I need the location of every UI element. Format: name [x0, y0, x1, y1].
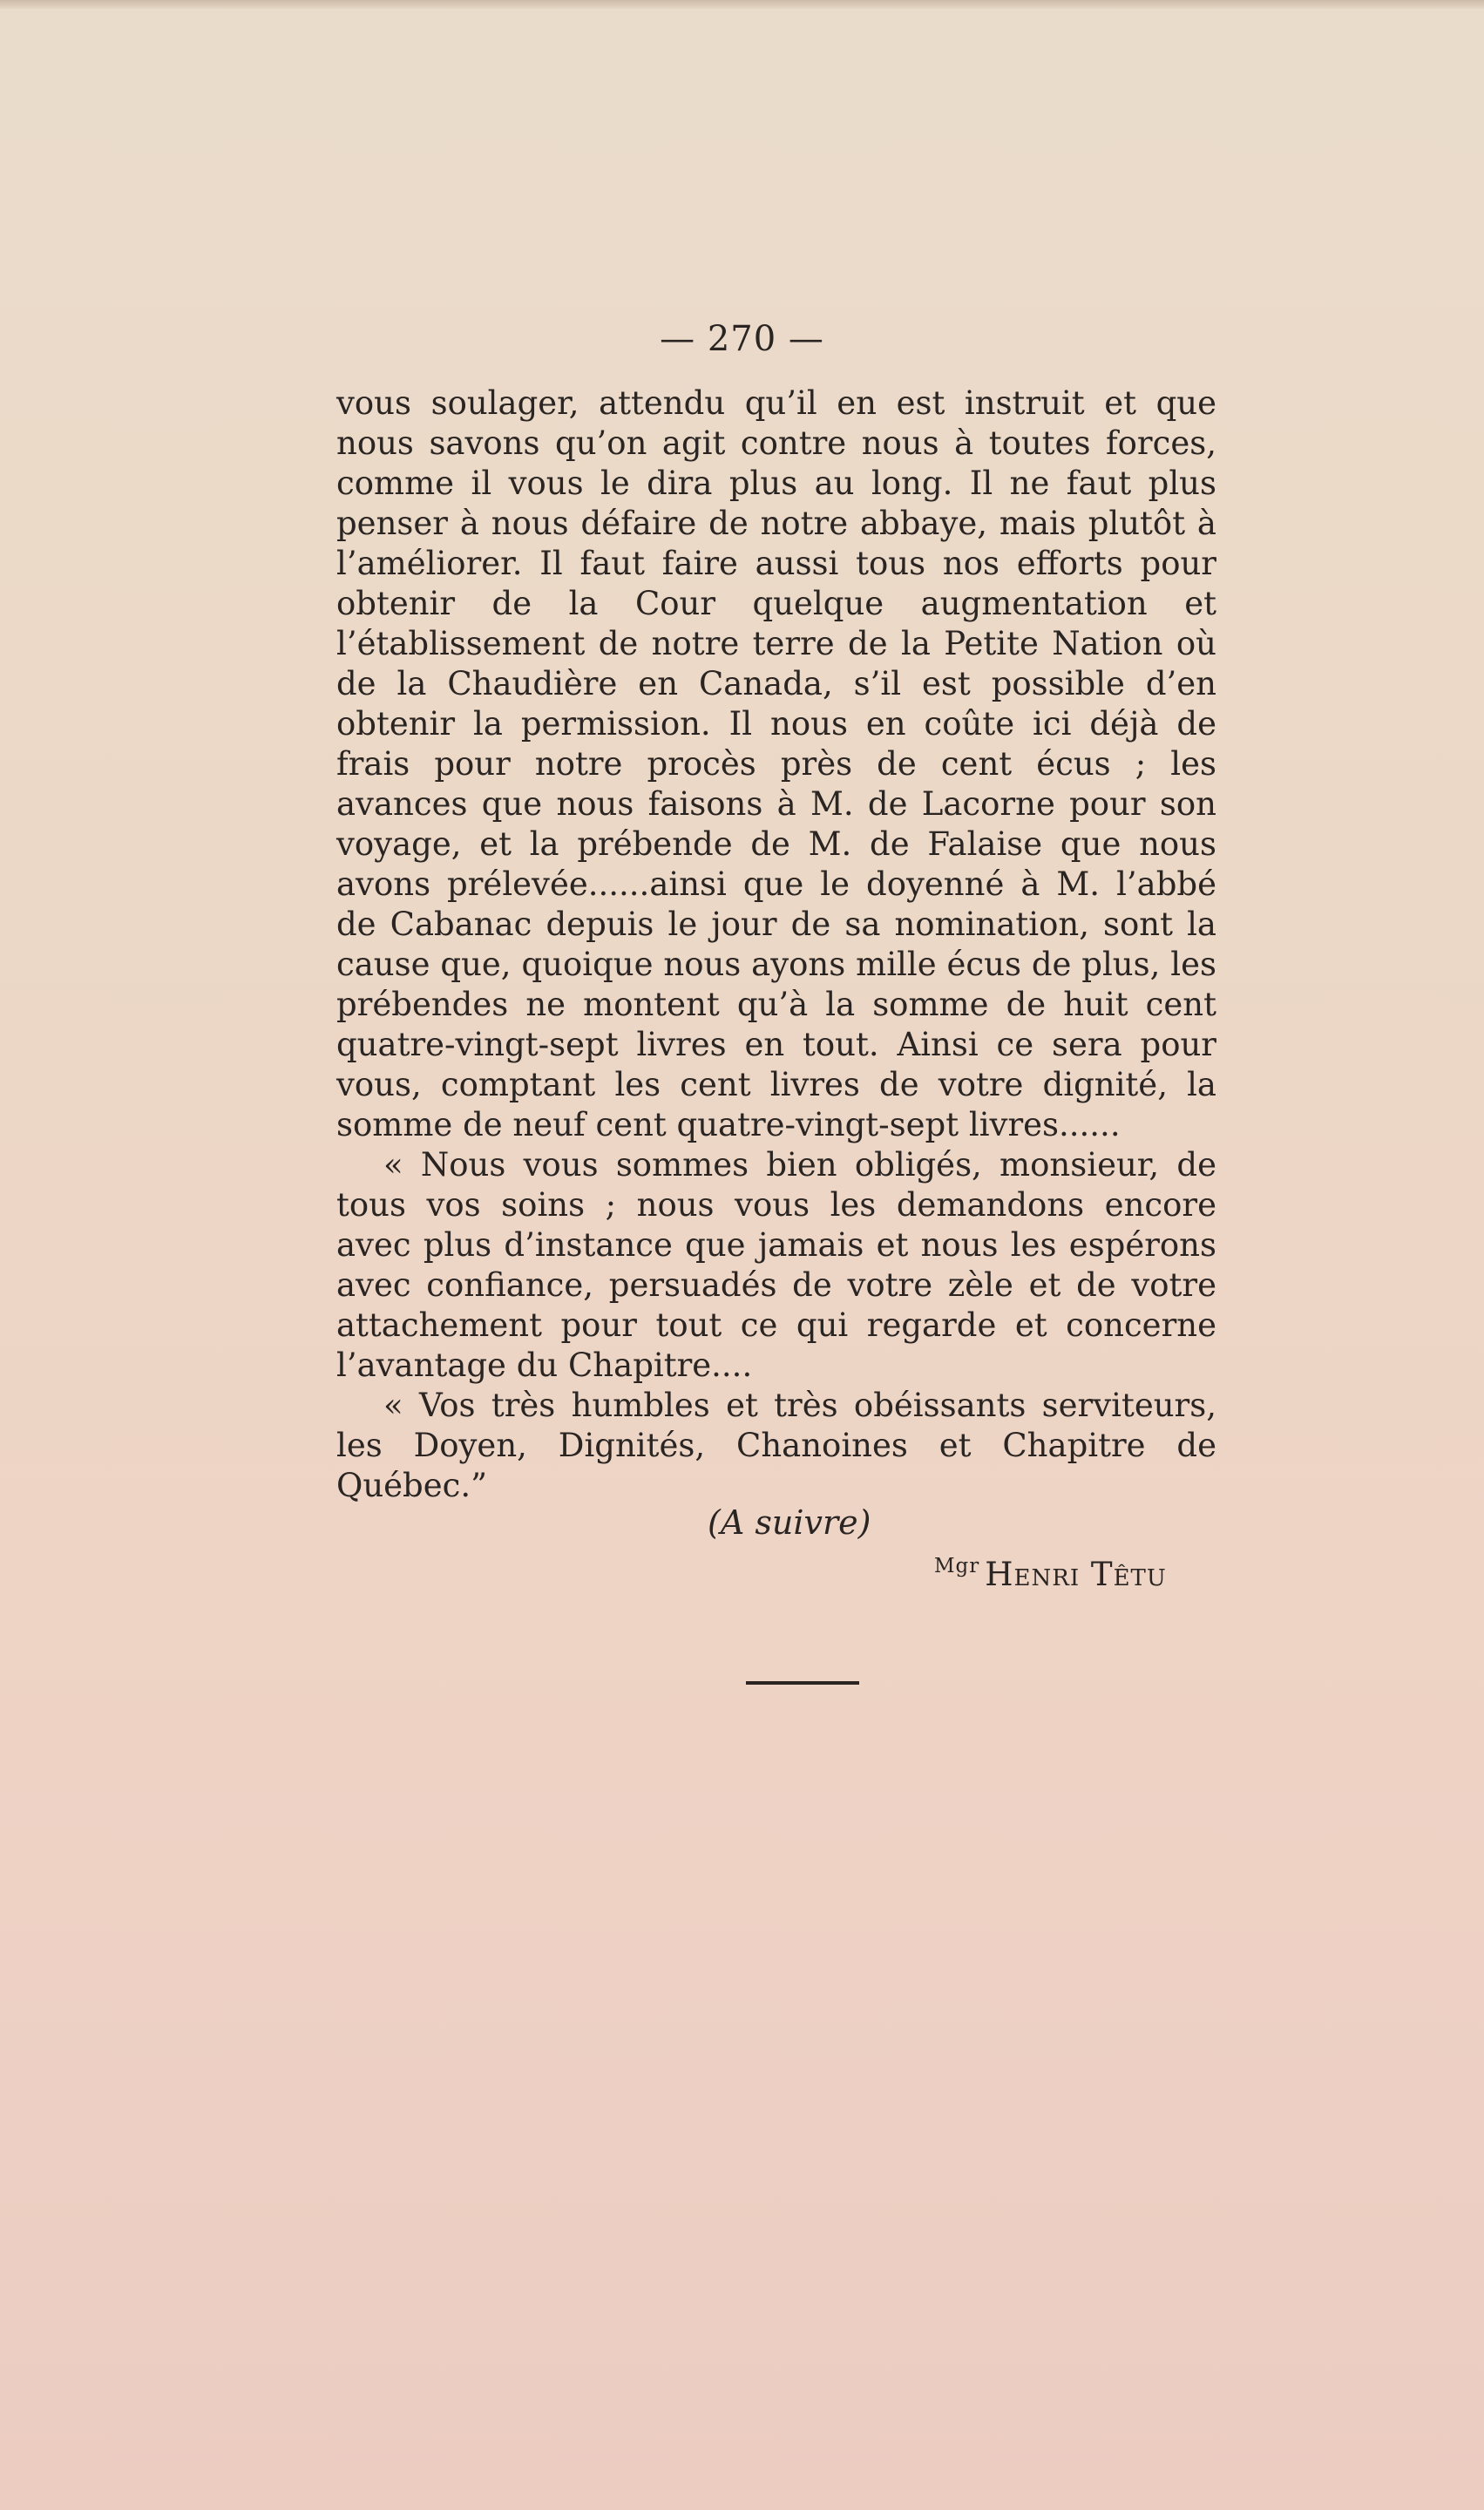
paragraph-3: « Vos très humbles et très obéissants serviteurs, les Doyen, Dignités, Chanoines et Chapitre de Québec.”: [336, 1387, 1216, 1504]
continuation-note: (A suivre): [708, 1503, 871, 1542]
author-name: Henri Têtu: [985, 1556, 1167, 1593]
author-signature: [934, 1555, 1167, 1593]
paragraph-2: « Nous vous sommes bien obligés, monsieur, de tous vos soins ; nous vous les demandons encore avec plus d’instance que jamais et nous les espérons avec confiance, persuadés de votre zèle et de votre attachement pour tout ce qui regarde et concerne l’avantage du Chapitre....: [336, 1146, 1216, 1384]
paragraph-1: vous soulager, attendu qu’il en est instruit et que nous savons qu’on agit contre nous à toutes forces, comme il vous le dira plus au long. Il ne faut plus penser à nous défaire de notre abbaye, mais plutôt à l’améliorer. Il faut faire aussi tous nos efforts pour obtenir de la Cour quelque augmentation et l’établissement de notre terre de la Petite Nation où de la Chaudière en Canada, s’il est possible d’en obtenir la permission. Il nous en coûte ici déjà de frais pour notre procès près de cent écus ; les avances que nous faisons à M. de Lacorne pour son voyage, et la prébende de M. de Falaise que nous avons prélevée......ainsi que le doyenné à M. l’abbé de Cabanac depuis le jour de sa nomination, sont la cause que, quoique nous ayons mille écus de plus, les prébendes ne montent qu’à la somme de huit cent quatre-vingt-sept livres en tout. Ainsi ce sera pour vous, comptant les cent livres de votre dignité, la somme de neuf cent quatre-vingt-sept livres......: [336, 384, 1216, 1143]
body-text: [336, 383, 1216, 1506]
author-title: Mgr: [934, 1555, 980, 1577]
end-rule: [746, 1681, 859, 1685]
page-number: — 270 —: [660, 319, 824, 359]
page-top-edge: [0, 0, 1484, 9]
